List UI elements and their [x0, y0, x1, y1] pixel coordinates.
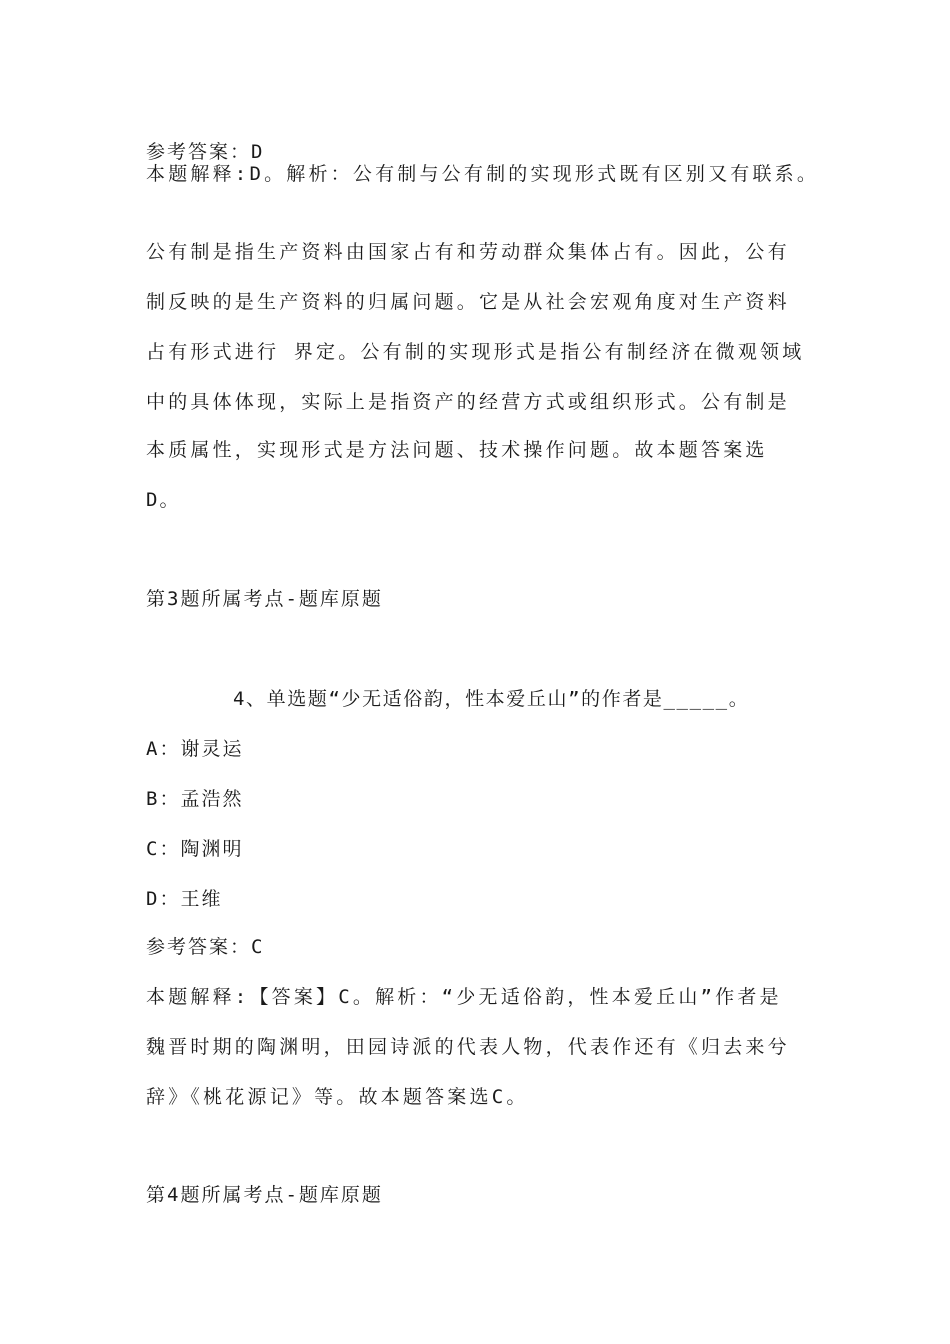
- q4-option-c: C：陶渊明: [146, 838, 244, 860]
- q4-explanation-line: 魏晋时期的陶渊明，田园诗派的代表人物，代表作还有《归去来兮: [146, 1036, 790, 1058]
- q3-topic: 第3题所属考点-题库原题: [146, 588, 383, 610]
- q3-explanation-line: 本质属性，实现形式是方法问题、技术操作问题。故本题答案选: [146, 439, 768, 461]
- q3-explanation-line: 公有制是指生产资料由国家占有和劳动群众集体占有。因此，公有: [146, 241, 790, 263]
- q4-answer: 参考答案：C: [146, 936, 265, 958]
- q4-topic: 第4题所属考点-题库原题: [146, 1184, 383, 1206]
- q3-explanation-line: D。: [146, 489, 181, 511]
- q4-option-a: A：谢灵运: [146, 738, 244, 760]
- q4-stem: 4、单选题“少无适俗韵，性本爱丘山”的作者是_____。: [233, 688, 750, 710]
- q4-explanation-line: 本题解释:【答案】C。解析：“少无适俗韵，性本爱丘山”作者是: [146, 986, 782, 1008]
- q3-explanation-line: 中的具体体现，实际上是指资产的经营方式或组织形式。公有制是: [146, 391, 790, 413]
- q3-explanation-line: 制反映的是生产资料的归属问题。它是从社会宏观角度对生产资料: [146, 291, 790, 313]
- q3-answer: 参考答案：D: [146, 141, 265, 163]
- q4-explanation-line: 辞》《桃花源记》等。故本题答案选C。: [146, 1086, 529, 1108]
- q4-option-b: B：孟浩然: [146, 788, 244, 810]
- q3-explanation-line: 占有形式进行 界定。公有制的实现形式是指公有制经济在微观领域: [146, 341, 805, 363]
- q3-explanation-line: 本题解释:D。解析：公有制与公有制的实现形式既有区别又有联系。: [146, 163, 820, 185]
- q4-option-d: D：王维: [146, 888, 223, 910]
